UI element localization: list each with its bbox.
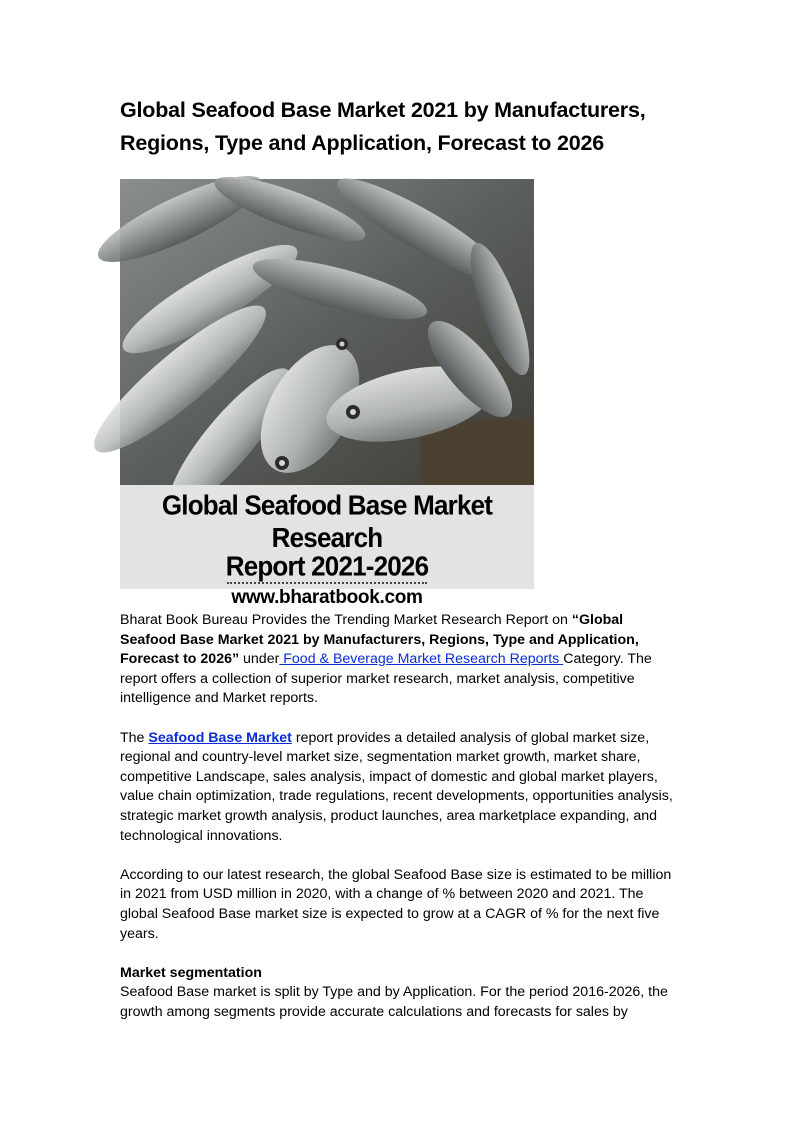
segmentation-heading: Market segmentation [120, 964, 262, 981]
hero-banner [120, 485, 534, 608]
research-paragraph: According to our latest research, the global Seafood Base size is estimated to be million in 2021 from USD million in 2020, with a change of % between 2020 and 2021. The global Seafood Base market size is expected to grow at a CAGR of % for the next five years. [120, 866, 672, 942]
overview-the: The [120, 729, 149, 746]
banner-url: www.bharatbook.com [231, 587, 423, 608]
overview-paragraph [120, 729, 680, 847]
banner-divider [227, 582, 427, 584]
segmentation-text: Seafood Base market is split by Type and by Application. For the period 2016-2026, the growth among segments provide accurate calculations and forecasts for sales by [120, 984, 668, 1020]
page-title: Global Seafood Base Market 2021 by Manufacturers, Regions, Type and Application, Forecast to 2026 [120, 98, 646, 155]
market-link[interactable]: Seafood Base Market [148, 729, 292, 746]
intro-rest: Category. The report offers a collection of superior market research, market analysis, competitive intelligence and Market reports. [120, 651, 652, 707]
intro-text: Bharat Book Bureau Provides the Trending Market Research Report on [120, 612, 572, 628]
document-page [120, 94, 680, 1022]
banner-line1: Global Seafood Base Market Research [161, 488, 493, 554]
under-text: under [239, 651, 280, 668]
intro-paragraph [120, 611, 680, 709]
report-name: “Global Seafood Base Market 2021 by Manufacturers, Regions, Type and Application, Forecast to 2026” [120, 612, 639, 668]
overview-rest: report provides a detailed analysis of global market size, regional and country-level market size, segmentation market growth, market share, competitive Landscape, sales analysis, impact of domestic and global market players, value chain optimization, trade regulations, recent developments, opportunities analysis, strategic market growth analysis, product launches, area marketplace expanding, and technological innovations. [120, 729, 673, 844]
banner-line2: Report 2021-2026 [225, 549, 429, 583]
hero-image [120, 179, 534, 608]
category-link[interactable]: Food & Beverage Market Research Reports [279, 651, 564, 668]
fish-photo-icon [120, 179, 534, 485]
